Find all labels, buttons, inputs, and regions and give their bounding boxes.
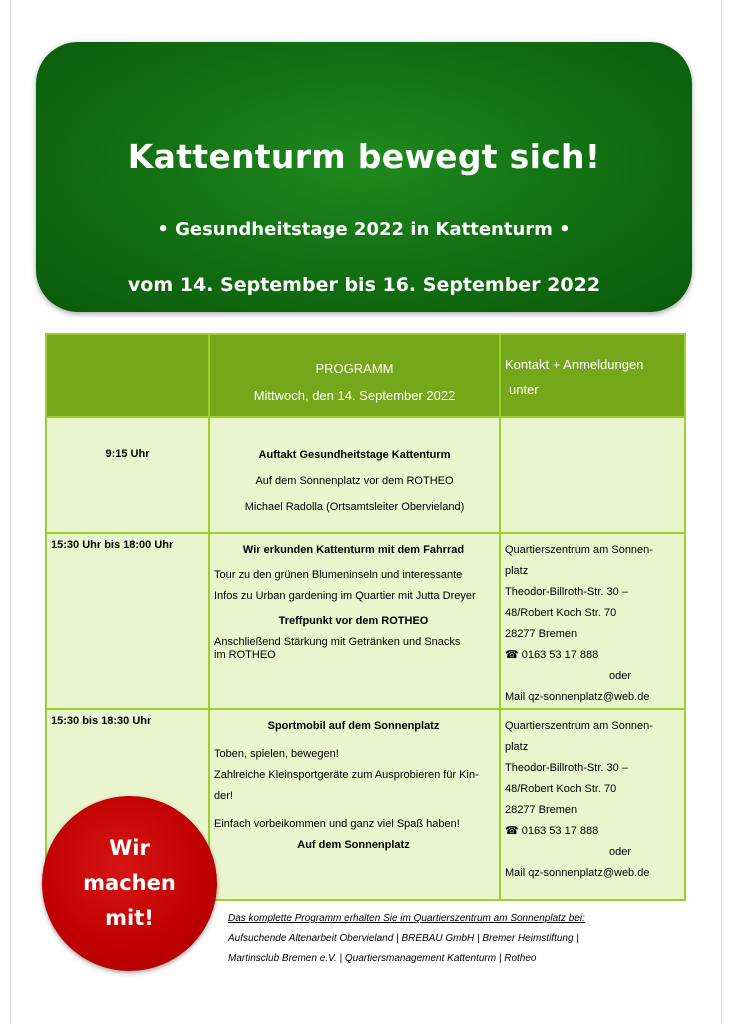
event-title: Auftakt Gesundheitstage Kattenturm: [258, 449, 451, 461]
table-header-row: [46, 334, 685, 417]
event-line: Tour zu den grünen Blumeninseln und interessante: [214, 569, 463, 581]
event-line: Auf dem Sonnenplatz vor dem ROTHEO: [255, 475, 454, 487]
event-time: 15:30 Uhr bis 18:00 Uhr: [46, 533, 209, 709]
event-line: Infos zu Urban gardening im Quartier mit Jutta Dreyer: [214, 590, 476, 602]
event-line: Einfach vorbeikommen und ganz viel Spaß haben!: [214, 818, 460, 830]
contact-cell: [500, 533, 685, 709]
event-line: Michael Radolla (Ortsamtsleiter Obervieland): [244, 501, 465, 513]
badge-line: mit!: [105, 906, 154, 930]
contact-name: Quartierszentrum am Sonnen-: [505, 720, 653, 732]
table-row: [46, 417, 685, 533]
contact-mail: Mail qz-sonnenplatz@web.de: [505, 691, 650, 703]
footer-partners-cont: Martinsclub Bremen e.V. | Quartiersmanagement Kattenturm | Rotheo: [228, 953, 537, 964]
event-cell: [209, 709, 500, 900]
contact-heading: Kontakt + Anmeldungen: [505, 357, 644, 372]
footer-heading: Das komplette Programm erhalten Sie im Quartierszentrum am Sonnenplatz bei:: [228, 913, 585, 924]
contact-phone: ☎ 0163 53 17 888: [505, 825, 599, 837]
banner-subtitle: • Gesundheitstage 2022 in Kattenturm •: [157, 219, 571, 240]
contact-mail: Mail qz-sonnenplatz@web.de: [505, 867, 650, 879]
program-date: Mittwoch, den 14. September 2022: [253, 388, 456, 403]
header-contact-cell: [500, 334, 685, 417]
banner-dates: vom 14. September bis 16. September 2022: [127, 274, 601, 296]
contact-oder: oder: [609, 670, 632, 682]
contact-name-cont: platz: [505, 565, 529, 577]
contact-street: Theodor-Billroth-Str. 30 –: [505, 762, 628, 774]
footer-partners: Aufsuchende Altenarbeit Obervieland | BREBAU GmbH | Bremer Heimstiftung |: [228, 933, 579, 944]
event-line: Zahlreiche Kleinsportgeräte zum Ausprobieren für Kin-: [214, 769, 479, 781]
footer-note: [228, 909, 648, 969]
contact-street-cont: 48/Robert Koch Str. 70: [505, 783, 617, 795]
event-line: der!: [214, 790, 233, 802]
event-title: Sportmobil auf dem Sonnenplatz: [267, 720, 440, 732]
header-program-cell: [209, 334, 500, 417]
contact-street: Theodor-Billroth-Str. 30 –: [505, 586, 628, 598]
badge-line: Wir: [109, 836, 150, 860]
event-place: Auf dem Sonnenplatz: [297, 839, 410, 851]
event-time: 9:15 Uhr: [46, 417, 209, 533]
event-cell: [209, 417, 500, 533]
contact-city: 28277 Bremen: [505, 628, 578, 640]
contact-name-cont: platz: [505, 741, 529, 753]
event-title: Wir erkunden Kattenturm mit dem Fahrrad: [242, 544, 465, 556]
event-cell: [209, 533, 500, 709]
contact-heading-unter: unter: [509, 382, 539, 397]
badge-line: machen: [83, 871, 176, 895]
event-line: im ROTHEO: [214, 649, 276, 661]
banner-title: Kattenturm bewegt sich!: [127, 137, 601, 176]
contact-phone: ☎ 0163 53 17 888: [505, 649, 599, 661]
wir-machen-mit-badge: [42, 796, 217, 971]
contact-cell-empty: [500, 417, 685, 533]
contact-street-cont: 48/Robert Koch Str. 70: [505, 607, 617, 619]
title-banner: [36, 42, 692, 312]
event-line: Anschließend Stärkung mit Getränken und Snacks: [214, 636, 461, 648]
contact-cell: [500, 709, 685, 900]
meeting-point: Treffpunkt vor dem ROTHEO: [278, 615, 429, 627]
program-label: PROGRAMM: [315, 361, 394, 376]
table-row: [46, 533, 685, 709]
event-time: 15:30 bis 18:30 Uhr: [46, 709, 209, 900]
contact-city: 28277 Bremen: [505, 804, 578, 816]
event-line: Toben, spielen, bewegen!: [214, 748, 339, 760]
contact-name: Quartierszentrum am Sonnen-: [505, 544, 653, 556]
contact-oder: oder: [609, 846, 632, 858]
header-empty-cell: [46, 334, 209, 417]
